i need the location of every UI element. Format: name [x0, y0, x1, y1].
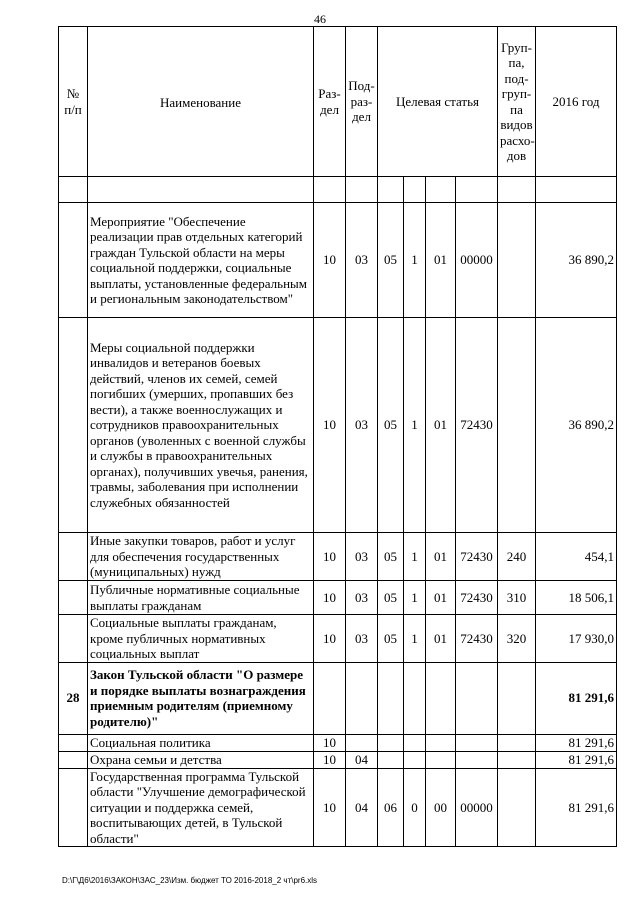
row-target-2: 1: [404, 533, 426, 581]
row-podrazdel: 04: [346, 751, 378, 768]
row-name: [88, 177, 314, 203]
row-name: Меры социальной поддержки инвалидов и ветеранов боевых действий, членов их семей, семей погибших (умерших, пропавших без вести), а также военнослужащих и сотрудников правоохранительных органов (уволенных с военной службы и службы в правоохранительных органах), получивших увечья, ранения, травмы, заболевания при исполнении служебных обязанностей: [88, 318, 314, 533]
row-amount: 36 890,2: [536, 203, 617, 318]
budget-table: [58, 26, 617, 847]
row-target-2: [404, 734, 426, 751]
row-target-4: 72430: [456, 615, 498, 663]
row-target-2: 1: [404, 318, 426, 533]
row-num: [59, 615, 88, 663]
table-row: [59, 581, 617, 615]
row-name: Охрана семьи и детства: [88, 751, 314, 768]
row-name: Иные закупки товаров, работ и услуг для обеспечения государственных (муниципальных) нужд: [88, 533, 314, 581]
row-num: [59, 751, 88, 768]
row-target-1: 05: [378, 318, 404, 533]
header-num: № п/п: [59, 27, 88, 177]
row-target-1: [378, 177, 404, 203]
row-target-2: 1: [404, 581, 426, 615]
row-razdel: [314, 662, 346, 734]
table-row: [59, 318, 617, 533]
row-razdel: 10: [314, 581, 346, 615]
row-target-3: 01: [426, 318, 456, 533]
row-amount: 17 930,0: [536, 615, 617, 663]
row-target-1: 05: [378, 533, 404, 581]
row-name: Публичные нормативные социальные выплаты гражданам: [88, 581, 314, 615]
row-podrazdel: 03: [346, 203, 378, 318]
row-razdel: 10: [314, 203, 346, 318]
row-target-3: 01: [426, 533, 456, 581]
header-razdel: Раз-дел: [314, 27, 346, 177]
row-podrazdel: 03: [346, 318, 378, 533]
row-podrazdel: 03: [346, 615, 378, 663]
row-target-2: [404, 751, 426, 768]
row-amount: [536, 177, 617, 203]
row-podrazdel: [346, 734, 378, 751]
row-gruppa: 320: [498, 615, 536, 663]
header-year: 2016 год: [536, 27, 617, 177]
row-target-2: 1: [404, 615, 426, 663]
row-target-3: [426, 751, 456, 768]
row-num: [59, 734, 88, 751]
row-target-1: 05: [378, 203, 404, 318]
row-gruppa: [498, 768, 536, 847]
row-target-1: 06: [378, 768, 404, 847]
row-podrazdel: 03: [346, 581, 378, 615]
row-name: Государственная программа Тульской области "Улучшение демографической ситуации и поддержка семей, воспитывающих детей, в Тульской области": [88, 768, 314, 847]
row-target-3: 01: [426, 203, 456, 318]
row-target-1: [378, 662, 404, 734]
row-amount: 454,1: [536, 533, 617, 581]
row-target-2: [404, 177, 426, 203]
table-row: [59, 177, 617, 203]
row-name: Закон Тульской области "О размере и порядке выплаты вознаграждения приемным родителям (приемному родителю)": [88, 662, 314, 734]
row-target-1: [378, 751, 404, 768]
row-target-3: [426, 662, 456, 734]
row-amount: 81 291,6: [536, 768, 617, 847]
row-name: Мероприятие "Обеспечение реализации прав отдельных категорий граждан Тульской области на меры социальной поддержки, социальные выплаты, установленные федеральным и региональным законодательством": [88, 203, 314, 318]
row-gruppa: [498, 662, 536, 734]
page-number: 46: [314, 12, 326, 26]
row-num: [59, 318, 88, 533]
header-row: [59, 27, 617, 177]
row-target-4: 00000: [456, 203, 498, 318]
row-razdel: 10: [314, 751, 346, 768]
row-amount: 36 890,2: [536, 318, 617, 533]
row-razdel: 10: [314, 768, 346, 847]
row-target-3: 01: [426, 581, 456, 615]
row-target-3: 01: [426, 615, 456, 663]
row-razdel: 10: [314, 734, 346, 751]
table-row: [59, 203, 617, 318]
row-amount: 18 506,1: [536, 581, 617, 615]
table-row: [59, 751, 617, 768]
row-target-4: 72430: [456, 533, 498, 581]
table-row: [59, 533, 617, 581]
row-amount: 81 291,6: [536, 662, 617, 734]
row-amount: 81 291,6: [536, 751, 617, 768]
row-target-1: 05: [378, 581, 404, 615]
row-gruppa: [498, 734, 536, 751]
row-target-4: 72430: [456, 581, 498, 615]
row-target-2: 0: [404, 768, 426, 847]
row-amount: 81 291,6: [536, 734, 617, 751]
row-target-4: [456, 177, 498, 203]
table-row: [59, 768, 617, 847]
row-num: 28: [59, 662, 88, 734]
row-podrazdel: [346, 662, 378, 734]
table-row: [59, 734, 617, 751]
row-gruppa: 310: [498, 581, 536, 615]
row-gruppa: [498, 177, 536, 203]
row-target-4: 00000: [456, 768, 498, 847]
row-target-1: [378, 734, 404, 751]
header-celevaya-statya: Целевая статья: [378, 27, 498, 177]
row-razdel: 10: [314, 533, 346, 581]
row-gruppa: [498, 318, 536, 533]
table-row: [59, 615, 617, 663]
row-target-4: [456, 734, 498, 751]
file-path-footer: D:\Г\Д6\2016\ЗАКОН\ЗАС_23\Изм. бюджет ТО 2016-2018_2 чт\pr6.xls: [62, 876, 318, 885]
row-name: Социальные выплаты гражданам, кроме публичных нормативных социальных выплат: [88, 615, 314, 663]
row-num: [59, 203, 88, 318]
row-razdel: 10: [314, 318, 346, 533]
row-target-2: [404, 662, 426, 734]
row-target-2: 1: [404, 203, 426, 318]
row-podrazdel: [346, 177, 378, 203]
row-target-1: 05: [378, 615, 404, 663]
header-podrazdel: Под-раз-дел: [346, 27, 378, 177]
row-gruppa: [498, 751, 536, 768]
row-target-4: 72430: [456, 318, 498, 533]
row-target-3: [426, 177, 456, 203]
row-podrazdel: 03: [346, 533, 378, 581]
header-gruppa: Груп-па, под-груп-па видов расхо-дов: [498, 27, 536, 177]
row-num: [59, 581, 88, 615]
table-row: [59, 662, 617, 734]
row-target-4: [456, 662, 498, 734]
header-name: Наименование: [88, 27, 314, 177]
row-podrazdel: 04: [346, 768, 378, 847]
row-num: [59, 768, 88, 847]
row-target-3: 00: [426, 768, 456, 847]
row-gruppa: [498, 203, 536, 318]
row-target-4: [456, 751, 498, 768]
row-gruppa: 240: [498, 533, 536, 581]
row-razdel: 10: [314, 615, 346, 663]
row-num: [59, 533, 88, 581]
row-name: Социальная политика: [88, 734, 314, 751]
row-razdel: [314, 177, 346, 203]
row-target-3: [426, 734, 456, 751]
row-num: [59, 177, 88, 203]
